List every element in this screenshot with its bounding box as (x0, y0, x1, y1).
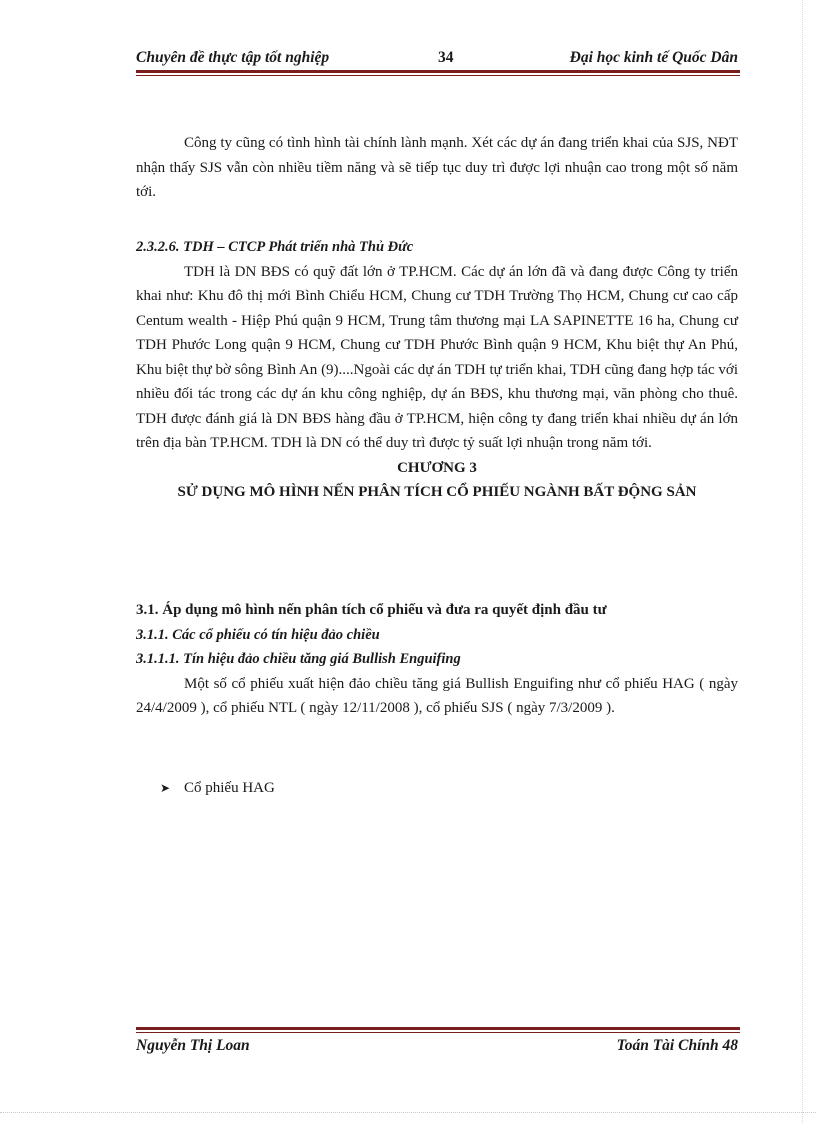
header-page-number: 34 (438, 49, 454, 66)
footer-department: Toán Tài Chính 48 (616, 1037, 738, 1054)
paragraph-sjs-summary (136, 131, 738, 205)
chapter-title: SỬ DỤNG MÔ HÌNH NẾN PHÂN TÍCH CỔ PHIẾU NGÀNH BẤT ĐỘNG SẢN (177, 484, 697, 500)
header-rule-thick (136, 70, 740, 73)
heading-3-1-1: 3.1.1. Các cổ phiếu có tín hiệu đảo chiều (136, 626, 380, 643)
section-3-1 (136, 598, 738, 721)
section-tdh (136, 235, 738, 505)
arrow-bullet-icon: ➤ (160, 781, 171, 795)
header-report-title: Chuyên đề thực tập tốt nghiệp (136, 49, 330, 66)
paragraph-text: Công ty cũng có tình hình tài chính lành mạnh. Xét các dự án đang triển khai của SJS, NĐT nhận thấy SJS vẫn còn nhiều tiềm năng và sẽ tiếp tục duy trì được lợi nhuận cao trong một số năm tới. (136, 135, 738, 200)
footer-author: Nguyễn Thị Loan (136, 1037, 250, 1054)
footer-rule-thin (136, 1032, 740, 1033)
header-rule-thin (136, 75, 740, 76)
paragraph-bullish-engulfing: Một số cổ phiếu xuất hiện đảo chiều tăng giá Bullish Enguifing như cổ phiếu HAG ( ngày 24/4/2009 ), cổ phiếu NTL ( ngày 12/11/2008 ), cổ phiếu SJS ( ngày 7/3/2009 ). (136, 675, 738, 716)
heading-3-1-1-1: 3.1.1.1. Tín hiệu đảo chiều tăng giá Bullish Enguifing (136, 651, 461, 667)
page-side-divider (802, 0, 803, 1123)
header-rule (136, 70, 740, 76)
heading-3-1: 3.1. Áp dụng mô hình nến phân tích cổ phiếu và đưa ra quyết định đầu tư (136, 602, 607, 618)
page-bottom-divider (0, 1112, 816, 1113)
heading-2-3-2-6: 2.3.2.6. TDH – CTCP Phát triển nhà Thủ Đức (136, 239, 414, 255)
header-university: Đại học kinh tế Quốc Dân (569, 49, 738, 66)
paragraph-tdh: TDH là DN BĐS có quỹ đất lớn ở TP.HCM. Các dự án lớn đã và đang được Công ty triển khai như: Khu đô thị mới Bình Chiểu HCM, Chung cư TDH Trường Thọ HCM, Chung cư cao cấp Centum wealth - Hiệp Phú quận 9 HCM, Trung tâm thương mại LA SAPINETTE 16 ha, Chung cư TDH Phước Long quận 9 HCM, Chung cư TDH Phước Bình quận 9 HCM, Khu biệt thự An Phú, Khu biệt thự bờ sông Bình An (9)....Ngoài các dự án TDH tự triển khai, TDH cũng đang hợp tác với nhiều đối tác trong các dự án khu công nghiệp, dự án BĐS, khu thương mại, văn phòng cho thuê. TDH được đánh giá là DN BĐS hàng đầu ở TP.HCM, hiện công ty đang triển khai nhiều dự án lớn trên địa bàn TP.HCM. TDH là DN có thể duy trì được tỷ suất lợi nhuận trong năm tới. (136, 263, 738, 451)
bullet-text: Cổ phiếu HAG (184, 780, 275, 796)
chapter-label: CHƯƠNG 3 (397, 459, 477, 476)
footer-rule-thick (136, 1027, 740, 1030)
bullet-item-hag (160, 780, 275, 797)
page-header (136, 47, 738, 69)
page-footer (136, 1037, 738, 1059)
footer-rule (136, 1027, 740, 1033)
